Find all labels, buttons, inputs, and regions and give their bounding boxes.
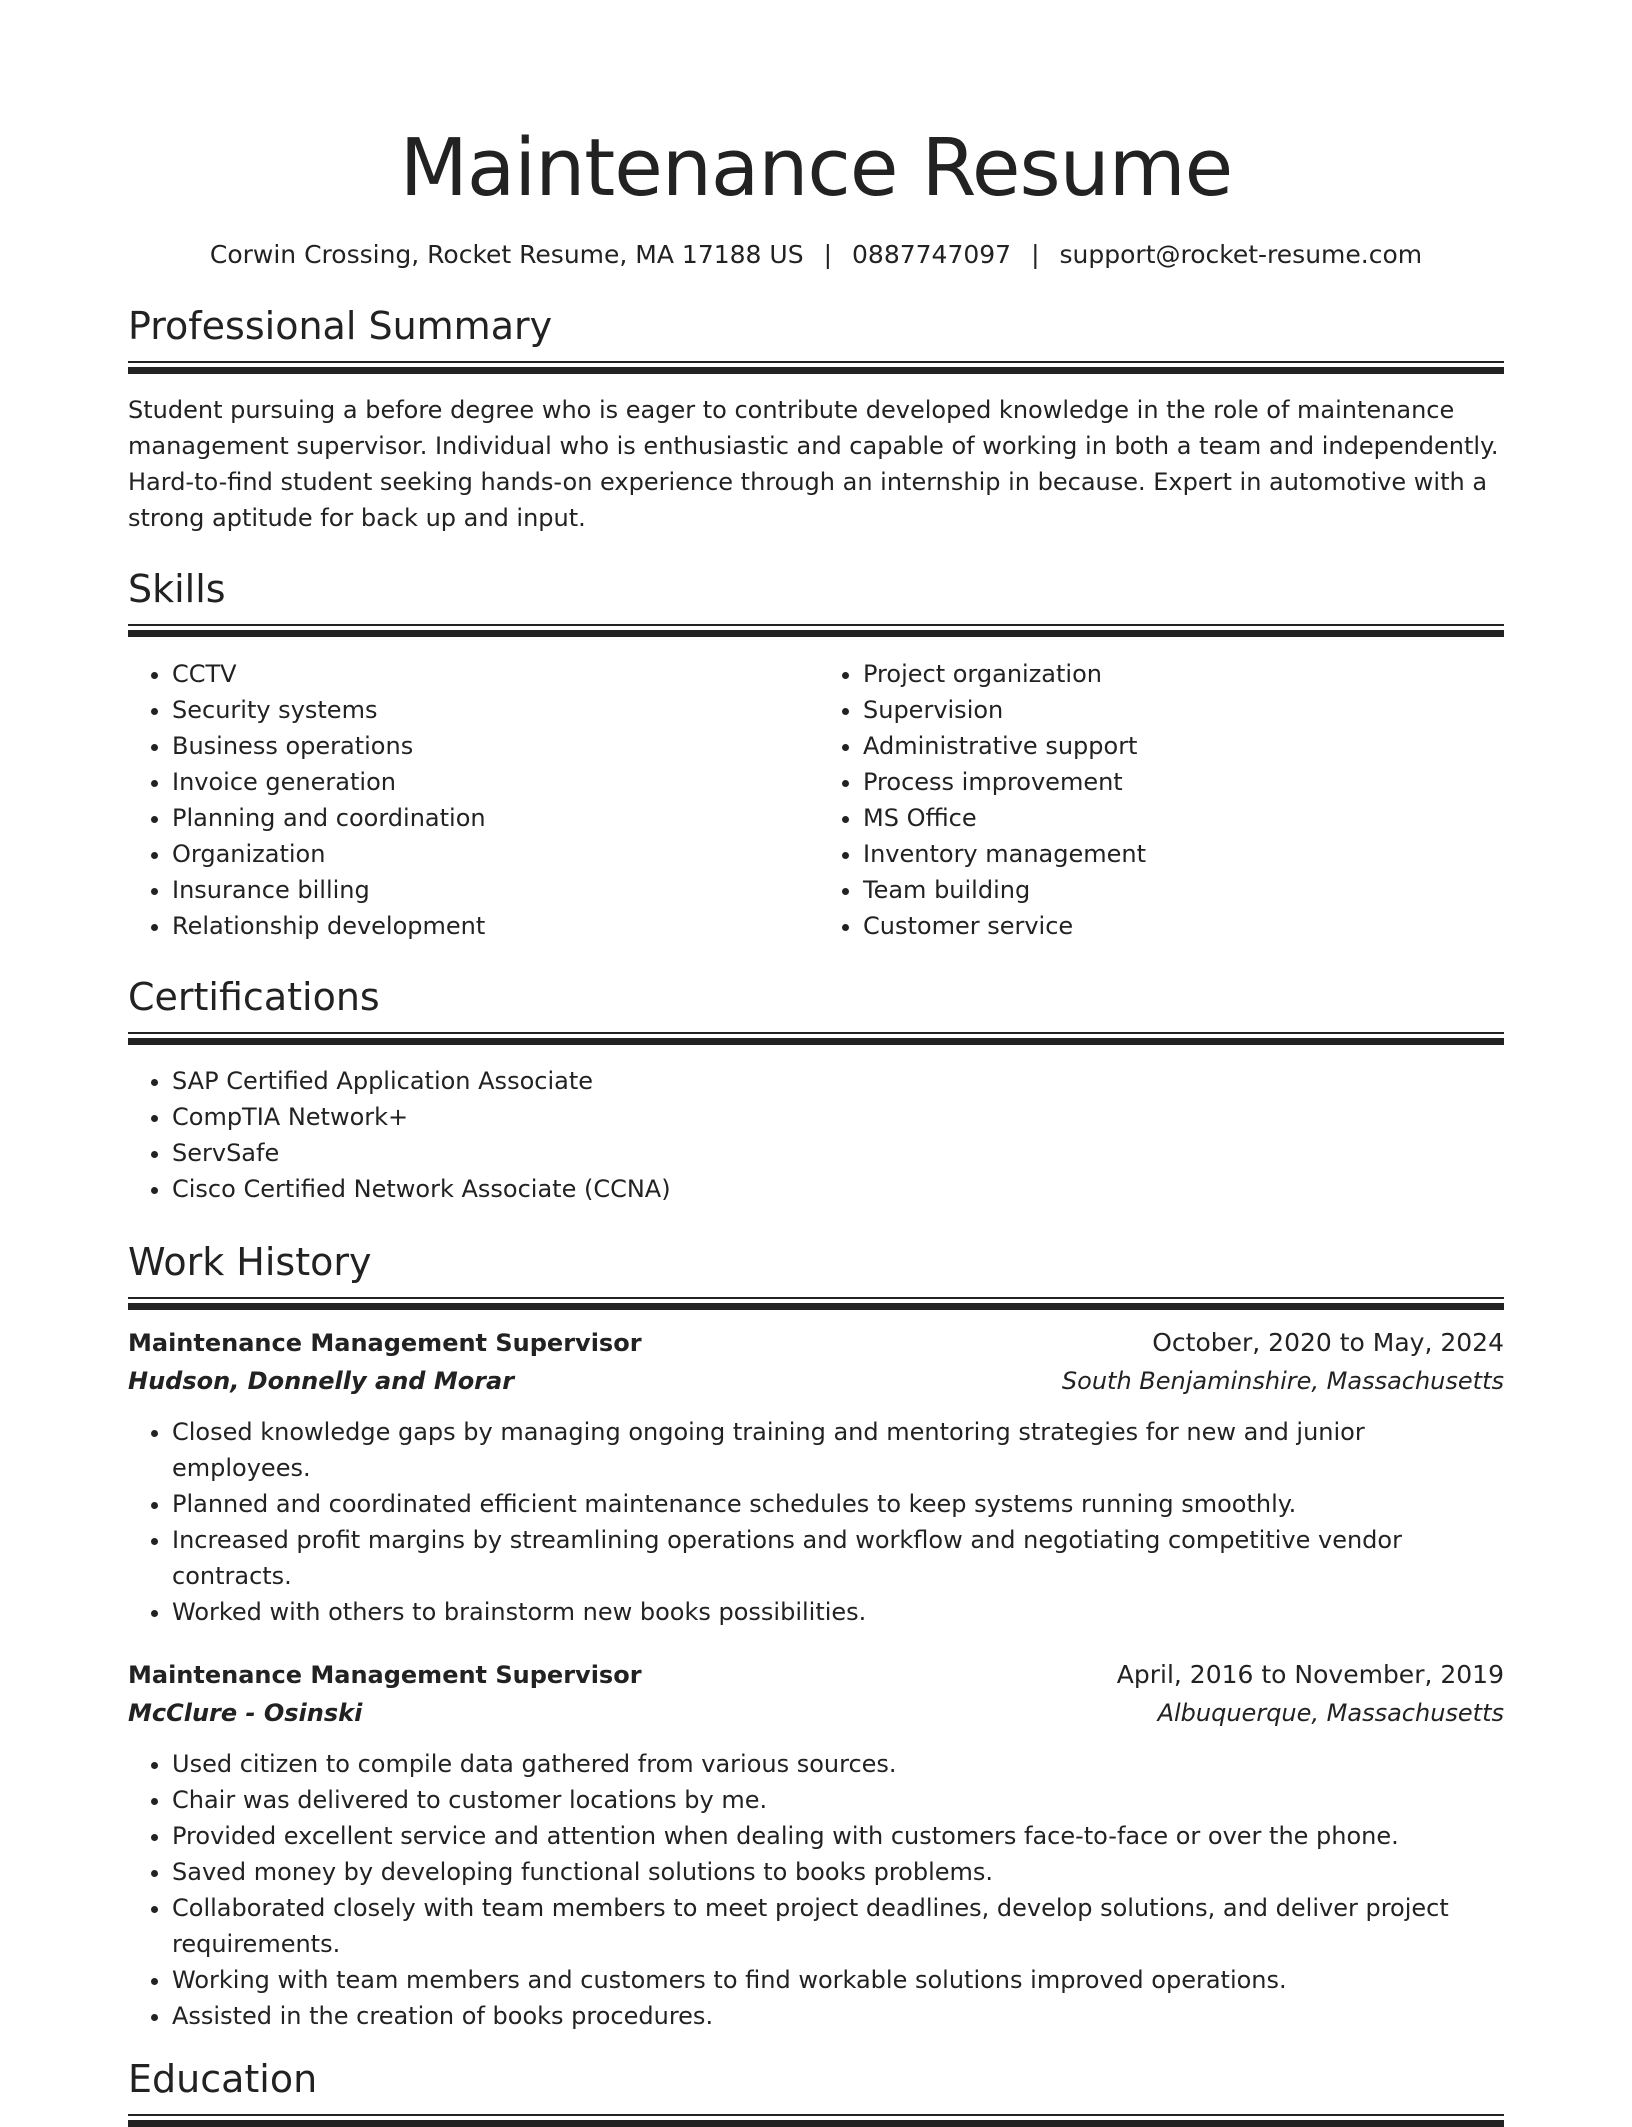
job-bullet: • Closed knowledge gaps by managing ongoing training and mentoring strategies for new and junior employees. [172,1414,1504,1486]
certifications-list [128,1063,1504,1207]
job-header-row [128,1656,1504,1694]
summary-section [128,304,1504,536]
section-heading-skills: Skills [128,567,226,611]
job-bullet: • Planned and coordinated efficient maintenance schedules to keep systems running smoothly. [172,1486,1504,1522]
job-company: McClure - Osinski [128,1699,363,1727]
skill-item: • Insurance billing [172,872,816,908]
job-dates: April, 2016 to November, 2019 [1116,1660,1504,1689]
resume-title: Maintenance Resume [399,122,1233,214]
skill-item: • Team building [863,872,1504,908]
work-history-section [128,1240,1504,2034]
summary-text: Student pursuing a before degree who is eager to contribute developed knowledge in the role of maintenance management supervisor. Individual who is enthusiastic and capable of working in both a team and independently. Hard-to-find student seeking hands-on experience through an internship in because. Expert in automotive with a strong aptitude for back up and input. [128,396,1499,532]
job-bullet: • Collaborated closely with team members to meet project deadlines, develop solutions, and deliver project requirements. [172,1890,1504,1962]
section-heading-education: Education [128,2057,318,2101]
contact-separator: | [823,240,833,269]
skills-section [128,567,1504,944]
skill-item: • Customer service [863,908,1504,944]
education-section [128,2057,1504,2127]
section-divider [128,624,1504,637]
skill-item: • CCTV [172,656,816,692]
section-divider [128,1032,1504,1045]
certification-item: • Cisco Certified Network Associate (CCNA) [172,1171,1504,1207]
job-bullets [128,1414,1504,1630]
section-heading-summary: Professional Summary [128,304,553,348]
job-bullets [128,1746,1504,2034]
skill-item: • Supervision [863,692,1504,728]
skill-item: • Project organization [863,656,1504,692]
skill-item: • Organization [172,836,816,872]
skills-column-right [816,656,1504,944]
section-divider [128,2114,1504,2127]
job-location: Albuquerque, Massachusetts [1157,1699,1504,1727]
section-divider [128,361,1504,374]
job-bullet: • Chair was delivered to customer locations by me. [172,1782,1504,1818]
certifications-section [128,975,1504,1207]
skills-list-left [128,656,816,944]
certification-item: • ServSafe [172,1135,1504,1171]
skill-item: • Invoice generation [172,764,816,800]
contact-separator: | [1031,240,1040,269]
job-header-row [128,1324,1504,1362]
skills-column-left [128,656,816,944]
job-dates: October, 2020 to May, 2024 [1152,1328,1504,1357]
skill-item: • Inventory management [863,836,1504,872]
job-bullet: • Working with team members and customers to find workable solutions improved operations. [172,1962,1504,1998]
contact-line [128,242,1504,267]
job-location: South Benjaminshire, Massachusetts [1061,1367,1504,1395]
certification-item: • SAP Certified Application Associate [172,1063,1504,1099]
contact-phone: 0887747097 [852,240,1012,269]
job-bullet: • Worked with others to brainstorm new books possibilities. [172,1594,1504,1630]
job-title: Maintenance Management Supervisor [128,1661,642,1689]
certification-item: • CompTIA Network+ [172,1099,1504,1135]
job-subheader-row [128,1362,1504,1400]
section-heading-certifications: Certifications [128,975,380,1019]
skill-item: • Planning and coordination [172,800,816,836]
section-heading-work-history: Work History [128,1240,372,1284]
job-entry [128,1324,1504,1630]
skills-grid [128,656,1504,944]
skill-item: • Security systems [172,692,816,728]
job-bullet: • Saved money by developing functional solutions to books problems. [172,1854,1504,1890]
job-bullet: • Increased profit margins by streamlining operations and workflow and negotiating competitive vendor contracts. [172,1522,1504,1594]
job-company: Hudson, Donnelly and Morar [128,1367,515,1395]
skill-item: • Administrative support [863,728,1504,764]
skill-item: • MS Office [863,800,1504,836]
skill-item: • Relationship development [172,908,816,944]
skills-list-right [816,656,1504,944]
contact-address: Corwin Crossing, Rocket Resume, MA 17188 US [209,240,804,269]
section-divider [128,1297,1504,1310]
job-title: Maintenance Management Supervisor [128,1329,642,1357]
job-bullet: • Assisted in the creation of books procedures. [172,1998,1504,2034]
job-subheader-row [128,1694,1504,1732]
skill-item: • Process improvement [863,764,1504,800]
job-bullet: • Provided excellent service and attention when dealing with customers face-to-face or over the phone. [172,1818,1504,1854]
job-entry [128,1656,1504,2034]
job-bullet: • Used citizen to compile data gathered from various sources. [172,1746,1504,1782]
contact-email: support@rocket-resume.com [1059,240,1423,269]
skill-item: • Business operations [172,728,816,764]
